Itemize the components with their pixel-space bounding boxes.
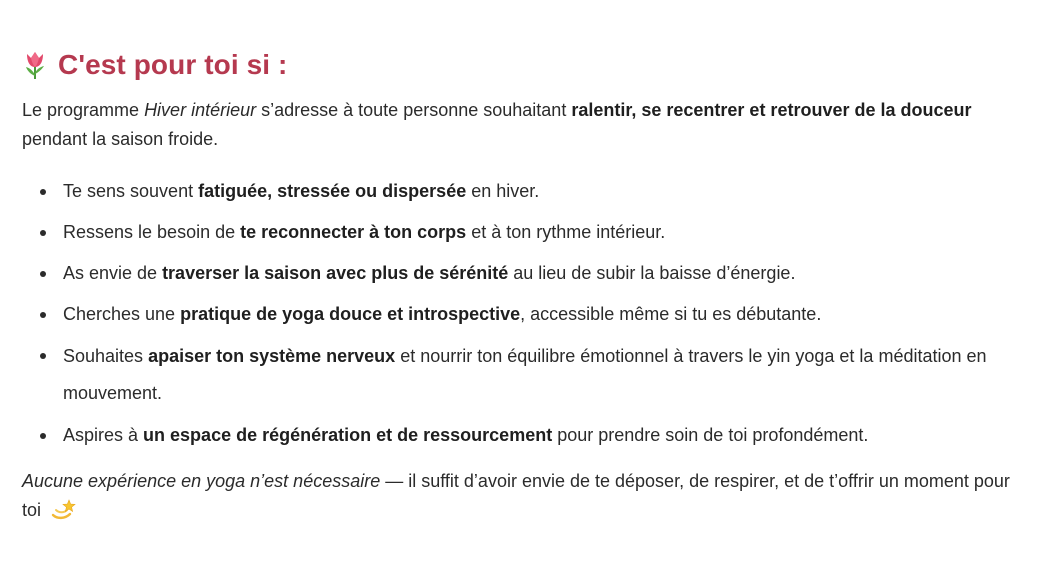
intro-paragraph — [22, 96, 1027, 154]
list-item-emphasis: pratique de yoga douce et introspective — [180, 304, 521, 324]
list-item-emphasis: traverser la saison avec plus de sérénité — [162, 263, 509, 283]
list-item — [40, 297, 1027, 332]
list-item — [40, 338, 1027, 412]
list-item-text: Souhaites — [63, 346, 149, 366]
intro-text-1: Le programme — [22, 100, 145, 120]
section-heading — [22, 40, 1027, 90]
list-item-emphasis: apaiser ton système nerveux — [148, 346, 396, 366]
program-name: Hiver intérieur — [144, 100, 257, 120]
list-item-emphasis: un espace de régénération et de ressourcement — [143, 425, 553, 445]
list-item-text: , accessible même si tu es débutante. — [520, 304, 822, 324]
list-item-text: en hiver. — [466, 181, 540, 201]
list-item-text: Ressens le besoin de — [63, 222, 241, 242]
list-item-text: Te sens souvent — [63, 181, 199, 201]
heading-title: C'est pour toi si : — [58, 49, 288, 80]
closing-text: — il suffit d’avoir envie de te déposer, de respirer, et de t’offrir un moment pour toi — [22, 471, 1010, 520]
list-item-text: et nourrir ton équilibre émotionnel à travers le yin yoga et la méditation en mouvement. — [63, 346, 987, 403]
document-body — [22, 40, 1027, 525]
tulip-icon — [22, 50, 48, 80]
intro-text-2: s’adresse à toute personne souhaitant — [256, 100, 572, 120]
list-item-emphasis: te reconnecter à ton corps — [240, 222, 467, 242]
list-item-text: Cherches une — [63, 304, 181, 324]
intro-text-3: pendant la saison froide. — [22, 129, 219, 149]
list-item-text: Aspires à — [63, 425, 144, 445]
list-item-emphasis: fatiguée, stressée ou dispersée — [198, 181, 467, 201]
closing-emphasis: Aucune expérience en yoga n’est nécessaire — [22, 471, 381, 491]
closing-paragraph — [22, 467, 1027, 525]
list-item-text: au lieu de subir la baisse d’énergie. — [508, 263, 796, 283]
list-item-text: et à ton rythme intérieur. — [466, 222, 666, 242]
dizzy-star-icon — [50, 498, 76, 520]
list-item — [40, 174, 1027, 209]
list-item — [40, 418, 1027, 453]
list-item — [40, 215, 1027, 250]
list-item — [40, 256, 1027, 291]
criteria-list — [22, 174, 1027, 453]
list-item-text: pour prendre soin de toi profondément. — [552, 425, 869, 445]
list-item-text: As envie de — [63, 263, 163, 283]
intro-emphasis: ralentir, se recentrer et retrouver de la douceur — [571, 100, 972, 120]
